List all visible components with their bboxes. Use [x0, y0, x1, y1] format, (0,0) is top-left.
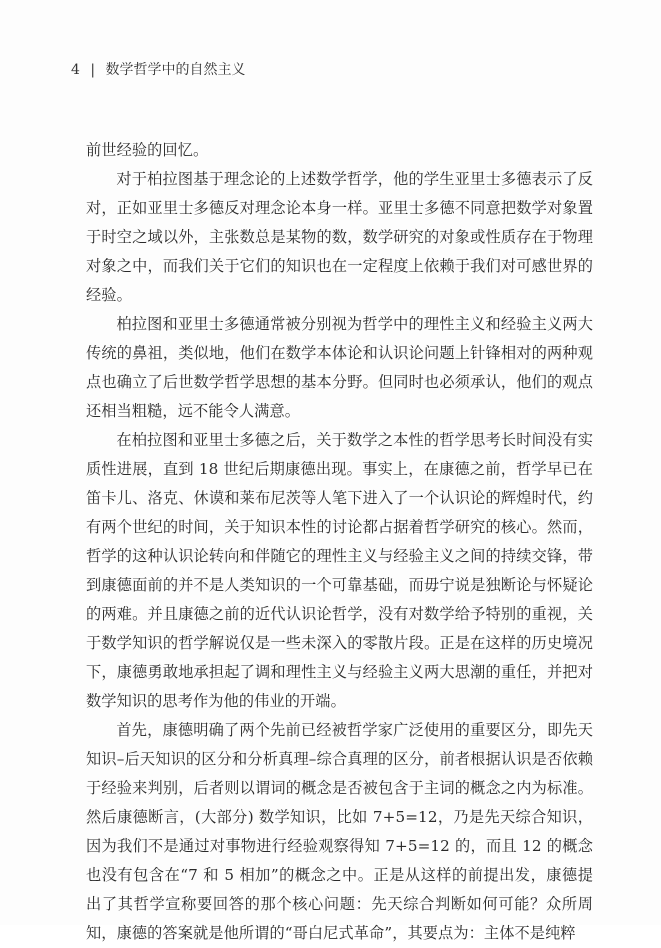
book-title: 数学哲学中的自然主义 — [105, 62, 246, 78]
paragraph: 首先，康德明确了两个先前已经被哲学家广泛使用的重要区分，即先天知识–后天知识的区分和分析真理–综合真理的区分，前者根据认识是否依赖于经验来判别，后者则以谓词的概念是否被包含于主词的概念之内为标准。然后康德断言，(大部分) 数学知识，比如 7+5=12，乃是先天综合知识，因为我们不是通过对事物进行经验观察得知 7+5=12 的，而且 12 的概念也没有包含在“7 和 5 相加”的概念之中。正是从这样的前提出发，康德提出了其哲学宣称要回答的那个核心问题：先天综合判断如何可能？众所周知，康德的答案就是他所谓的“哥白尼式革命”，其要点为：主体不是纯粹 — [86, 721, 593, 942]
body-text — [86, 136, 593, 948]
paragraph: 在柏拉图和亚里士多德之后，关于数学之本性的哲学思考长时间没有实质性进展，直到 18 世纪后期康德出现。事实上，在康德之前，哲学早已在笛卡儿、洛克、休谟和莱布尼茨等人笔下进入了一个认识论的辉煌时代，约有两个世纪的时间，关于知识本性的讨论都占据着哲学研究的核心。然而，哲学的这种认识论转向和伴随它的理性主义与经验主义之间的持续交锋，带到康德面前的并不是人类知识的一个可靠基础，而毋宁说是独断论与怀疑论的两难。并且康德之前的近代认识论哲学，没有对数学给予特别的重视，关于数学知识的哲学解说仅是一些未深入的零散片段。正是在这样的历史境况下，康德勇敢地承担起了调和理性主义与经验主义两大思潮的重任，并把对数学知识的思考作为他的伟业的开端。 — [86, 431, 593, 710]
running-header — [71, 60, 246, 80]
paragraph: 柏拉图和亚里士多德通常被分别视为哲学中的理性主义和经验主义两大传统的鼻祖，类似地，他们在数学本体论和认识论问题上针锋相对的两种观点也确立了后世数学哲学思想的基本分野。但同时也必须承认，他们的观点还相当粗糙，远不能令人满意。 — [86, 315, 593, 420]
paragraph: 对于柏拉图基于理念论的上述数学哲学，他的学生亚里士多德表示了反对，正如亚里士多德反对理念论本身一样。亚里士多德不同意把数学对象置于时空之域以外，主张数总是某物的数，数学研究的对象或性质存在于物理对象之中，而我们关于它们的知识也在一定程度上依赖于我们对可感世界的经验。 — [86, 170, 593, 304]
header-separator: | — [90, 62, 96, 78]
paragraph-continuation: 前世经验的回忆。 — [86, 141, 209, 159]
page-number: 4 — [71, 62, 80, 78]
